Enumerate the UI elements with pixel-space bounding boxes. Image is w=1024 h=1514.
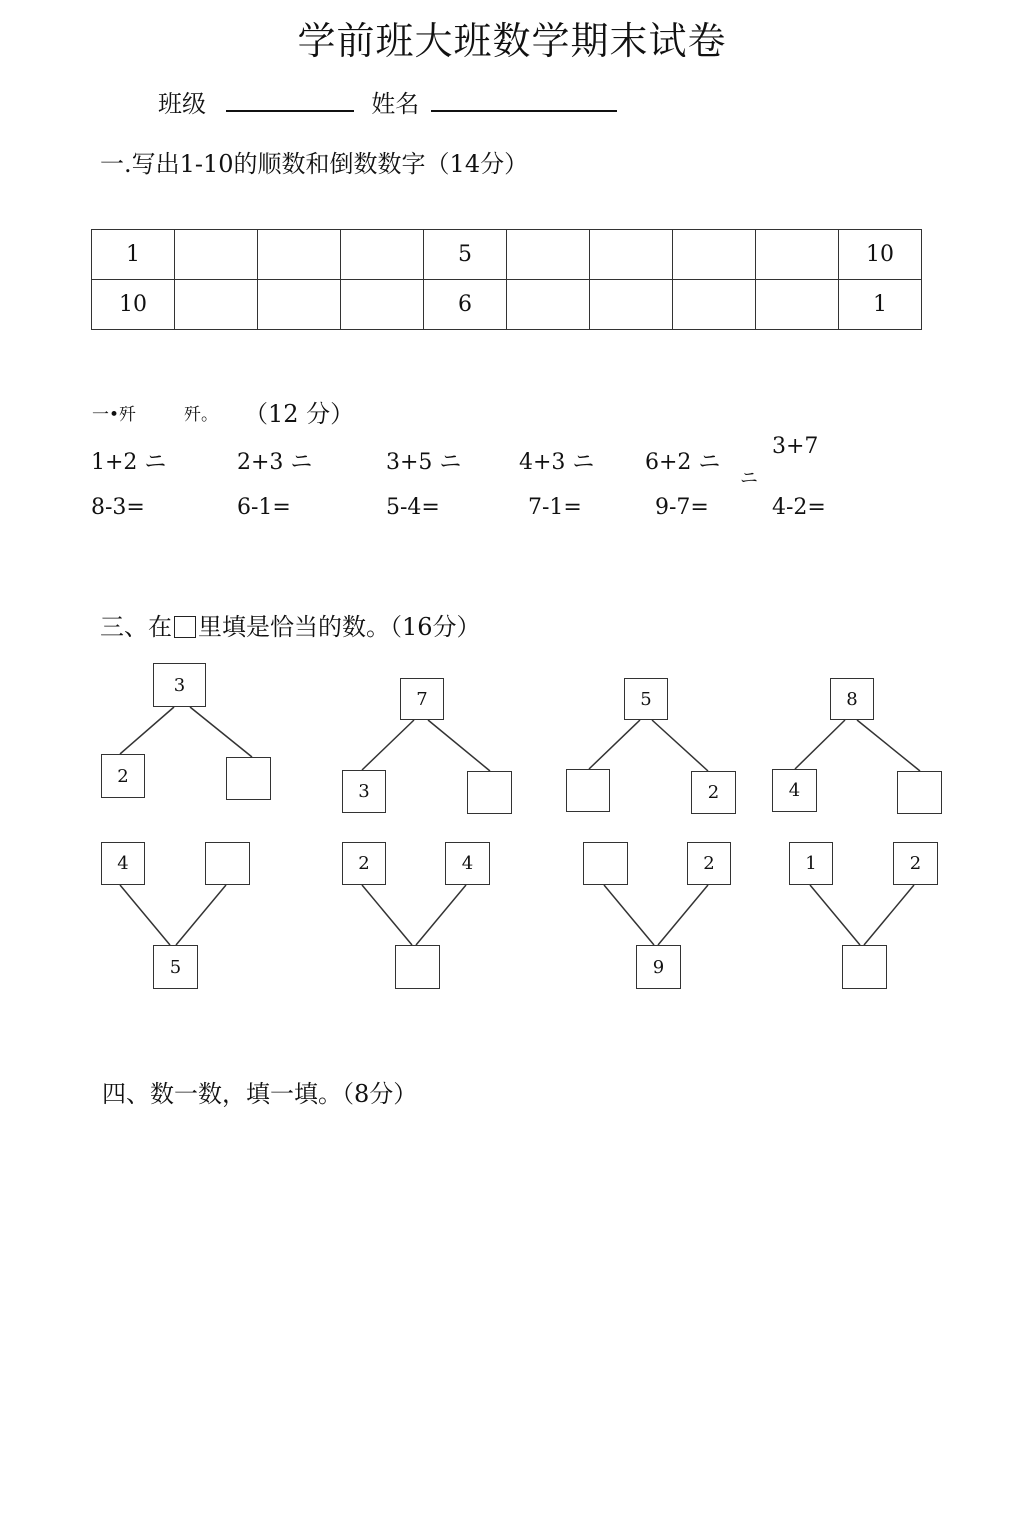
section4-heading: 四、数一数，填一填。（8分） — [102, 1080, 418, 1108]
name-label: 姓名 — [371, 90, 420, 118]
equation[interactable]: 7-1= — [528, 495, 582, 520]
section1-heading: 一.写出1-10的顺数和倒数数字（14分） — [100, 150, 529, 178]
class-label: 班级 — [158, 90, 206, 118]
join-left-box[interactable]: 4 — [101, 842, 145, 885]
split-top-box[interactable]: 3 — [153, 663, 206, 707]
section3-heading-post: 里填是恰当的数。（16分） — [198, 613, 481, 641]
equation[interactable]: 4+3 ニ — [519, 450, 595, 475]
join-right-box[interactable]: 4 — [445, 842, 490, 885]
split-right-box[interactable] — [226, 757, 271, 800]
join-right-box[interactable] — [205, 842, 250, 885]
split-left-box[interactable]: 4 — [772, 769, 817, 812]
split-right-box[interactable] — [467, 771, 512, 814]
equation-extra-top[interactable]: 3+7 — [772, 434, 819, 459]
split-top-box[interactable]: 8 — [830, 678, 874, 720]
equation[interactable]: 9-7= — [655, 495, 709, 520]
seq-cell[interactable]: 10 — [92, 280, 175, 330]
equation[interactable]: 6+2 ニ — [645, 450, 721, 475]
page-title: 学前班大班数学期末试卷 — [297, 19, 727, 63]
join-bottom-box[interactable]: 5 — [153, 945, 198, 989]
equation[interactable]: 8-3= — [91, 495, 145, 520]
join-right-box[interactable]: 2 — [893, 842, 938, 885]
split-top-box[interactable]: 5 — [624, 678, 668, 720]
split-top-box[interactable]: 7 — [400, 678, 444, 720]
seq-cell[interactable]: 5 — [424, 230, 507, 280]
section2-heading-b: 歼。 — [184, 405, 218, 425]
join-right-box[interactable]: 2 — [687, 842, 731, 885]
section2-heading-a: 一•歼 — [92, 405, 137, 425]
equation[interactable]: 1+2 ニ — [91, 450, 167, 475]
split-left-box[interactable]: 3 — [342, 770, 386, 813]
seq-cell[interactable]: 6 — [424, 280, 507, 330]
section3-heading-pre: 三、在 — [100, 613, 172, 641]
seq-cell[interactable]: 1 — [92, 230, 175, 280]
join-bottom-box[interactable] — [842, 945, 887, 989]
seq-cell[interactable]: 10 — [839, 230, 922, 280]
equation[interactable]: 2+3 ニ — [237, 450, 313, 475]
equation[interactable]: 4-2= — [772, 495, 826, 520]
equation[interactable]: 3+5 ニ — [386, 450, 462, 475]
section2-points: （12 分） — [244, 400, 355, 428]
seq-cell[interactable]: 1 — [839, 280, 922, 330]
equation[interactable]: 5-4= — [386, 495, 440, 520]
join-left-box[interactable]: 1 — [789, 842, 833, 885]
join-left-box[interactable] — [583, 842, 628, 885]
join-bottom-box[interactable] — [395, 945, 440, 989]
split-left-box[interactable] — [566, 769, 610, 812]
split-left-box[interactable]: 2 — [101, 754, 145, 798]
join-bottom-box[interactable]: 9 — [636, 945, 681, 989]
join-left-box[interactable]: 2 — [342, 842, 386, 885]
equation-extra-bottom: ニ — [740, 468, 758, 489]
split-right-box[interactable] — [897, 771, 942, 814]
equation[interactable]: 6-1= — [237, 495, 291, 520]
split-right-box[interactable]: 2 — [691, 771, 736, 814]
